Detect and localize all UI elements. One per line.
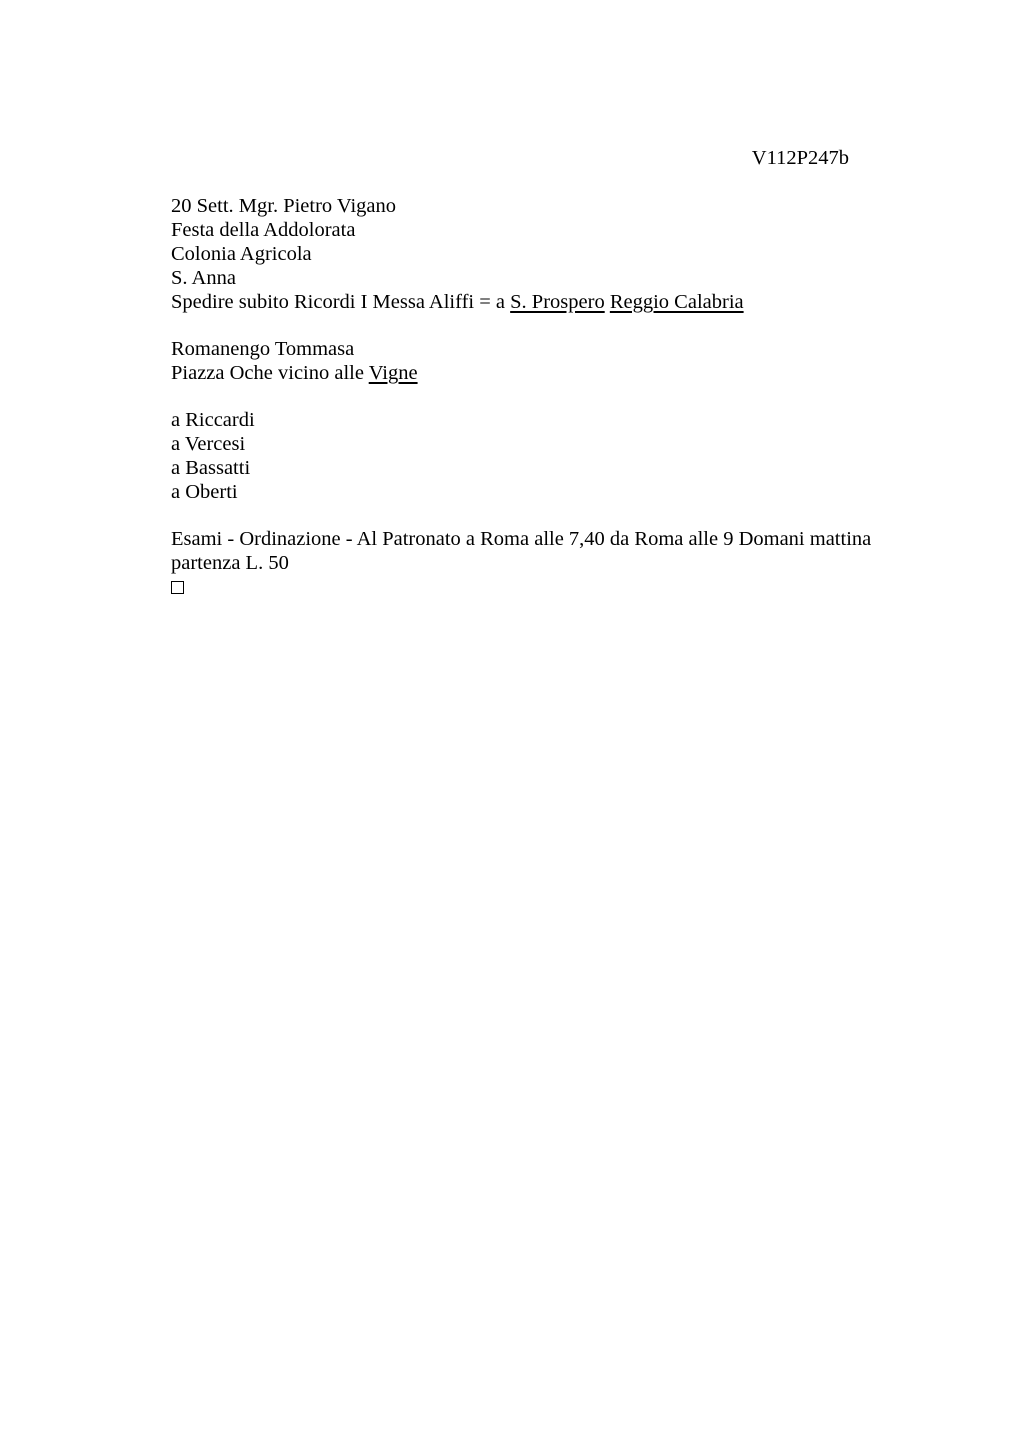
- address-name: Romanengo Tommasa: [171, 338, 355, 360]
- street-text: Piazza Oche vicino alle: [171, 362, 369, 384]
- heading-line-date-recipient: 20 Sett. Mgr. Pietro Vigano: [171, 195, 397, 217]
- paragraph-gap: [171, 504, 891, 527]
- instruction-text: Spedire subito Ricordi I Messa Aliffi = a: [171, 291, 511, 313]
- paragraph-gap: [171, 314, 891, 337]
- block-notes: [171, 527, 891, 599]
- heading-line-saint: S. Anna: [171, 267, 236, 289]
- block-address: [171, 337, 891, 385]
- list-item: a Vercesi: [171, 433, 246, 455]
- place-reggio-calabria: Reggio Calabria: [609, 291, 744, 313]
- heading-line-feast: Festa della Addolorata: [171, 219, 356, 241]
- list-item: a Bassatti: [171, 457, 251, 479]
- checkbox-square-icon: [171, 581, 184, 594]
- paragraph-gap: [171, 385, 891, 408]
- address-street: [171, 361, 891, 385]
- heading-line-instruction: [171, 290, 891, 314]
- trailing-symbol-line: [171, 575, 891, 599]
- heading-line-colony: Colonia Agricola: [171, 243, 312, 265]
- document-body: [171, 194, 891, 599]
- block-names-list: [171, 408, 891, 504]
- document-id: V112P247b: [751, 147, 849, 169]
- block-heading: [171, 194, 891, 314]
- list-item: a Riccardi: [171, 409, 255, 431]
- place-vigne: Vigne: [368, 362, 418, 384]
- place-s-prospero: S. Prospero: [510, 291, 605, 313]
- notes-text: Esami - Ordinazione - Al Patronato a Roma alle 7,40 da Roma alle 9 Domani mattina partenza L. 50: [171, 528, 872, 574]
- list-item: a Oberti: [171, 481, 238, 503]
